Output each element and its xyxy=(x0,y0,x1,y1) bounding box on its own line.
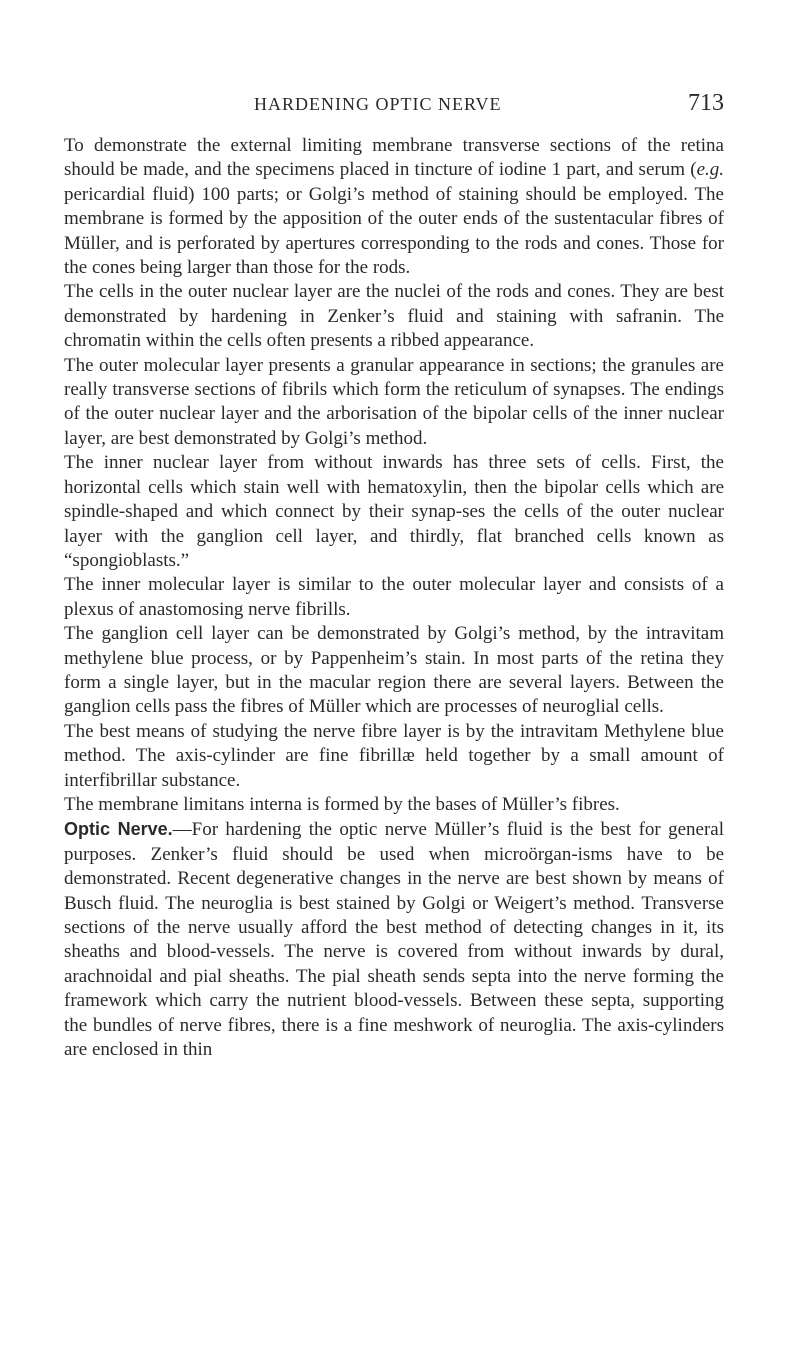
paragraph-outer-molecular-layer: The outer molecular layer presents a granular appearance in sections; the granules are really transverse sections of fibrils which form the reticulum of synapses. The endings of the outer nuclear layer and the arborisation of the bipolar cells of the inner nuclear layer, are best demonstrated by Golgi’s method. xyxy=(64,354,724,449)
paragraph-membrane-limitans: The membrane limitans interna is formed by the bases of Müller’s fibres. xyxy=(64,793,620,815)
section-heading-optic-nerve: Optic Nerve. xyxy=(64,819,173,840)
paragraph-external-limiting-membrane: To demonstrate the external limiting membrane transverse sections of the retina should be made, and the specimens placed in tincture of iodine 1 part, and serum (e.g. pericardial fluid) 100 parts; or Golgi’s method of staining should be employed. The membrane is formed by the apposition of the outer ends of the sustentacular fibres of Müller, and is perforated by apertures corresponding to the rods and cones. Those for the cones being larger than those for the rods. xyxy=(64,135,724,279)
book-page xyxy=(64,92,724,1062)
paragraph-inner-nuclear-layer: The inner nuclear layer from without inwards has three sets of cells. First, the horizontal cells which stain well with hematoxylin, then the bipolar cells which are spindle-shaped and which connect by their synap-ses the cells of the outer nuclear layer with the ganglion cell layer, and thirdly, flat branched cells known as “spongioblasts.” xyxy=(64,452,724,571)
body-text xyxy=(64,134,724,1062)
paragraph-nerve-fibre-layer: The best means of studying the nerve fibre layer is by the intravitam Methylene blue method. The axis-cylinder are fine fibrillæ held together by a small amount of interfibrillar substance. xyxy=(64,720,724,791)
paragraph-outer-nuclear-layer: The cells in the outer nuclear layer are the nuclei of the rods and cones. They are best demonstrated by hardening in Zenker’s fluid and staining with safranin. The chromatin within the cells often presents a ribbed appearance. xyxy=(64,281,724,352)
page-header xyxy=(64,92,724,126)
italic-eg: e.g. xyxy=(696,159,724,181)
paragraph-inner-molecular-layer: The inner molecular layer is similar to the outer molecular layer and consists of a plexus of anastomosing nerve fibrills. xyxy=(64,574,724,620)
page-number: 713 xyxy=(688,90,724,116)
paragraph-optic-nerve: Optic Nerve.—For hardening the optic nerve Müller’s fluid is the best for general purposes. Zenker’s fluid should be used when microörgan-isms have to be demonstrated. Recent degenerative changes in the nerve are best shown by means of Busch fluid. The neuroglia is best stained by Golgi or Weigert’s method. Transverse sections of the nerve usually afford the best method of detecting changes in it, its sheaths and blood-vessels. The nerve is covered from without inwards by dural, arachnoidal and pial sheaths. The pial sheath sends septa into the nerve forming the framework which carry the nutrient blood-vessels. Between these septa, supporting the bundles of nerve fibres, there is a fine meshwork of neuroglia. The axis-cylinders are enclosed in thin xyxy=(64,819,724,1061)
running-head: HARDENING OPTIC NERVE xyxy=(254,94,502,114)
paragraph-ganglion-cell-layer: The ganglion cell layer can be demonstrated by Golgi’s method, by the intravitam methylene blue process, or by Pappenheim’s stain. In most parts of the retina they form a single layer, but in the macular region there are several layers. Between the ganglion cells pass the fibres of Müller which are processes of neuroglial cells. xyxy=(64,623,724,718)
